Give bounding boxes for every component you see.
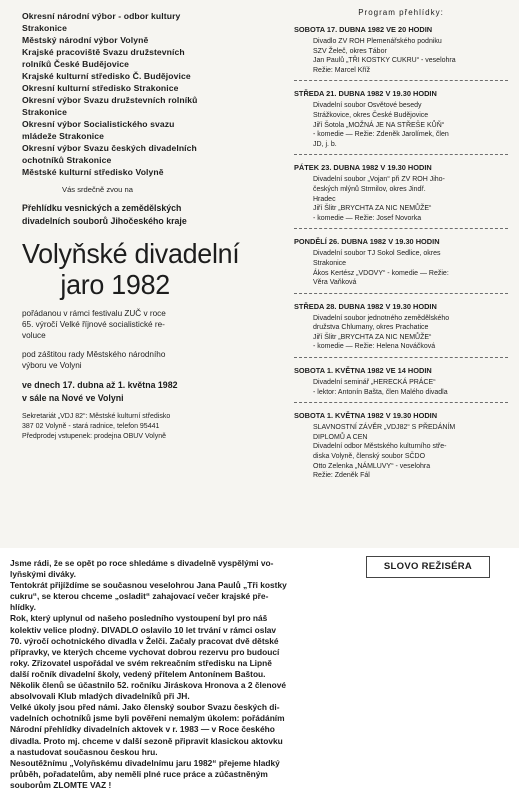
event-detail: družstva Chlumany, okres Prachatice <box>313 324 429 332</box>
event-detail: - komedie — Režie: Josef Novorka <box>313 214 422 222</box>
note-line: kolektiv velice plodný. DIVADLO oslavilo 10 let trvání v rámci oslav <box>10 624 277 635</box>
note-line: přípravky, ve kterých chceme vychovat dobrou rezervu pro budoucí <box>10 646 280 657</box>
event-datetime: SOBOTA 1. KVĚTNA 1982 VE 14 HODIN <box>294 366 432 376</box>
organizer-line: Městské kulturní středisko Volyně <box>22 167 164 177</box>
title-line: Volyňské divadelní <box>22 238 240 269</box>
director-word-box: SLOVO REŽISÉRA <box>366 556 490 578</box>
contact-line: Předprodej vstupenek: prodejna OBUV Volyně <box>22 433 166 440</box>
patronage <box>22 349 294 371</box>
patron-line: výboru ve Volyni <box>22 361 82 370</box>
event-detail: Divadelní soubor jednotného zemědělského <box>313 314 450 322</box>
event-detail: Divadelní soubor Osvětové besedy <box>313 102 422 110</box>
event-detail: Divadelní soubor TJ Sokol Sedlice, okres <box>313 250 441 258</box>
contact-line: 387 02 Volyně - stará radnice, telefon 95441 <box>22 423 160 430</box>
note-line: lyňskými diváky. <box>10 569 76 580</box>
invitation-line: Vás srdečně zvou na <box>62 185 133 194</box>
festival-line: 65. výročí Velké říjnové socialistické re- <box>22 320 165 329</box>
note-line: divadla. Proto mj. chceme v další sezoně připravit klasickou aktovku <box>10 735 283 746</box>
event-divider <box>294 402 508 403</box>
organizer-line: mládeže Strakonice <box>22 131 105 141</box>
event-detail: Hradec <box>313 195 336 203</box>
organizer-line: Krajské pracoviště Svazu družstevních <box>22 47 185 57</box>
announcement-column <box>22 10 294 442</box>
event-datetime: PÁTEK 23. DUBNA 1982 V 19.30 HODIN <box>294 163 432 173</box>
program-column <box>294 8 508 481</box>
event-detail: Divadelní soubor „Vojan“ při ZV ROH Jiho- <box>313 176 445 184</box>
note-line: vadelních ochotníků jsme byli pověřeni nemalým úkolem: pořádáním <box>10 713 285 724</box>
event-divider <box>294 80 508 81</box>
event-detail: českých mlýnů Strmilov, okres Jindř. <box>313 185 426 193</box>
event-detail: Strakonice <box>313 259 347 267</box>
organizer-line: Městský národní výbor Volyně <box>22 35 149 45</box>
event-detail: SZV Želeč, okres Tábor <box>313 47 387 55</box>
organizer-line: Okresní národní výbor - odbor kultury <box>22 11 181 21</box>
note-line: Národní přehlídky divadelních aktovek v r. 1983 — v Roce českého <box>10 724 275 735</box>
note-line: Rok, který uplynul od našeho posledního vystoupení byl pro náš <box>10 613 268 624</box>
organizer-line: rolníků České Budějovice <box>22 59 129 69</box>
note-line: 70. výročí ochotnického divadla v Želči. Začaly pracovat dvě dětské <box>10 635 279 646</box>
event-divider <box>294 357 508 358</box>
event-detail: Věra Vaňková <box>313 279 357 287</box>
event-detail: Strážkovice, okres České Budějovice <box>313 111 429 119</box>
event-datetime: SOBOTA 17. DUBNA 1982 VE 20 HODIN <box>294 25 433 34</box>
event-divider <box>294 293 508 294</box>
festival-title <box>22 238 283 300</box>
patron-line: pod záštitou rady Městského národního <box>22 350 166 359</box>
event-detail: Divadlo ZV ROH Plemenářského podniku <box>313 38 442 45</box>
contact-info <box>22 412 294 442</box>
program-event <box>294 163 508 229</box>
note-line: Velké úkoly jsou před námi. Jako členský soubor Svazu českých di- <box>10 702 280 713</box>
contact-line: Sekretariát „VDJ 82“: Městské kulturní středisko <box>22 413 171 420</box>
event-detail: Režie: Marcel Kříž <box>313 66 371 74</box>
event-detail: Ákos Kertész „VDOVY“ - komedie — Režie: <box>313 269 449 277</box>
note-line: Jsme rádi, že se opět po roce shledáme s divadelně vyspělými vo- <box>10 558 274 568</box>
event-detail: Otto Zelenka „NÁMLUVY“ - veselohra <box>313 462 431 470</box>
organizer-line: Strakonice <box>22 23 67 33</box>
festival-line: voluce <box>22 331 46 340</box>
program-event <box>294 302 508 358</box>
director-note-section <box>0 548 519 800</box>
organizer-line: Krajské kulturní středisko Č. Budějovice <box>22 71 191 81</box>
organizer-line: Okresní výbor Svazu družstevních rolníků <box>22 95 198 105</box>
festival-context <box>22 308 294 341</box>
note-line: další ročník divadelní školy, vedený přítelem Antonínem Baštou. <box>10 668 266 679</box>
event-detail: Režie: Zdeněk Fál <box>313 472 370 480</box>
program-event <box>294 89 508 155</box>
event-datetime: PONDĚLÍ 26. DUBNA 1982 V 19.30 HODIN <box>294 237 440 247</box>
organizer-line: Okresní výbor Socialistického svazu <box>22 119 175 129</box>
pretitle <box>22 202 294 228</box>
event-detail: Jiří Šlitr „BRYCHTA ZA NIC NEMŮŽE“ <box>313 333 432 341</box>
event-detail: Divadelní odbor Městského kulturního stře- <box>313 443 447 451</box>
note-line: a nastudovat současnou českou hru. <box>10 746 158 757</box>
program-event <box>294 366 508 403</box>
venue-line: v sále na Nové ve Volyni <box>22 392 124 403</box>
note-line: průběh, pořadatelům, aby neměli plné ruce práce a zúčastněným <box>10 768 268 779</box>
pretitle-line: divadelních souborů Jihočeského kraje <box>22 216 187 226</box>
event-detail: Divadelní seminář „HERECKÁ PRÁCE“ <box>313 379 436 387</box>
note-line: roky. Zřizovatel uspořádal ve svém rekreačním středisku na Lipně <box>10 657 272 668</box>
note-line: Tentokrát přijíždíme se současnou veselohrou Jana Paulů „Tři kostky <box>10 580 287 591</box>
event-detail: Jiří Šlitr „BRYCHTA ZA NIC NEMŮŽE“ <box>313 205 432 213</box>
event-detail: Jan Paulů „TŘI KOSTKY CUKRU“ - veselohra <box>313 57 456 65</box>
note-line: Nesoutěžnímu „Volyňskému divadelnímu jaru 1982“ přejeme hladký <box>10 757 280 768</box>
organizer-line: Okresní kulturní středisko Strakonice <box>22 83 179 93</box>
organizer-line: Okresní výbor Svazu českých divadelních <box>22 143 197 153</box>
organizer-line: ochotníků Strakonice <box>22 155 112 165</box>
event-divider <box>294 228 508 229</box>
event-datetime: STŘEDA 28. DUBNA 1982 V 19.30 HODIN <box>294 301 437 311</box>
dates-line: ve dnech 17. dubna až 1. května 1982 <box>22 380 178 390</box>
event-datetime: STŘEDA 21. DUBNA 1982 V 19.30 HODIN <box>294 89 437 99</box>
program-heading: Program přehlídky: <box>358 8 444 17</box>
director-note <box>10 558 350 791</box>
program-event <box>294 411 508 481</box>
note-line: hlídky. <box>10 602 36 613</box>
event-detail: - lektor: Antonín Bašta, člen Malého divadla <box>313 388 448 396</box>
organizer-line: Strakonice <box>22 107 67 117</box>
pretitle-line: Přehlídku vesnických a zemědělských <box>22 203 182 213</box>
event-detail: SLAVNOSTNÍ ZÁVĚR „VDJ82“ S PŘEDÁNÍM <box>313 424 456 432</box>
event-detail: DIPLOMŮ A CEN <box>313 433 368 441</box>
note-line: cukru“, se kterou chceme „osladit“ zahajovací večer krajské pře- <box>10 591 269 602</box>
title-line: jaro 1982 <box>60 269 170 300</box>
note-line: Několik členů se účastnilo 52. ročníku Jiráskova Hronova a 2 členové <box>10 680 287 691</box>
event-detail: JD, j. b. <box>313 140 337 148</box>
event-detail: diska Volyně, členský soubor SČDO <box>313 453 426 461</box>
note-line: souborům ZLOMTE VAZ ! <box>10 779 112 790</box>
event-detail: - komedie — Režie: Helena Nováčková <box>313 343 436 351</box>
program-event <box>294 237 508 293</box>
event-detail: Jiří Šotola „MOŽNÁ JE NA STŘEŠE KŮŇ“ <box>313 121 445 129</box>
festival-dates <box>22 379 294 404</box>
note-line: absolvovali Klub mladých divadelníků při JH. <box>10 691 190 702</box>
event-detail: - komedie — Režie: Zdeněk Jarolímek, člen <box>313 131 449 139</box>
program-event <box>294 25 508 81</box>
organizer-list <box>22 10 294 178</box>
event-divider <box>294 154 508 155</box>
festival-line: pořádanou v rámci festivalu ZUČ v roce <box>22 309 166 318</box>
event-datetime: SOBOTA 1. KVĚTNA 1982 V 19.30 HODIN <box>294 411 438 421</box>
